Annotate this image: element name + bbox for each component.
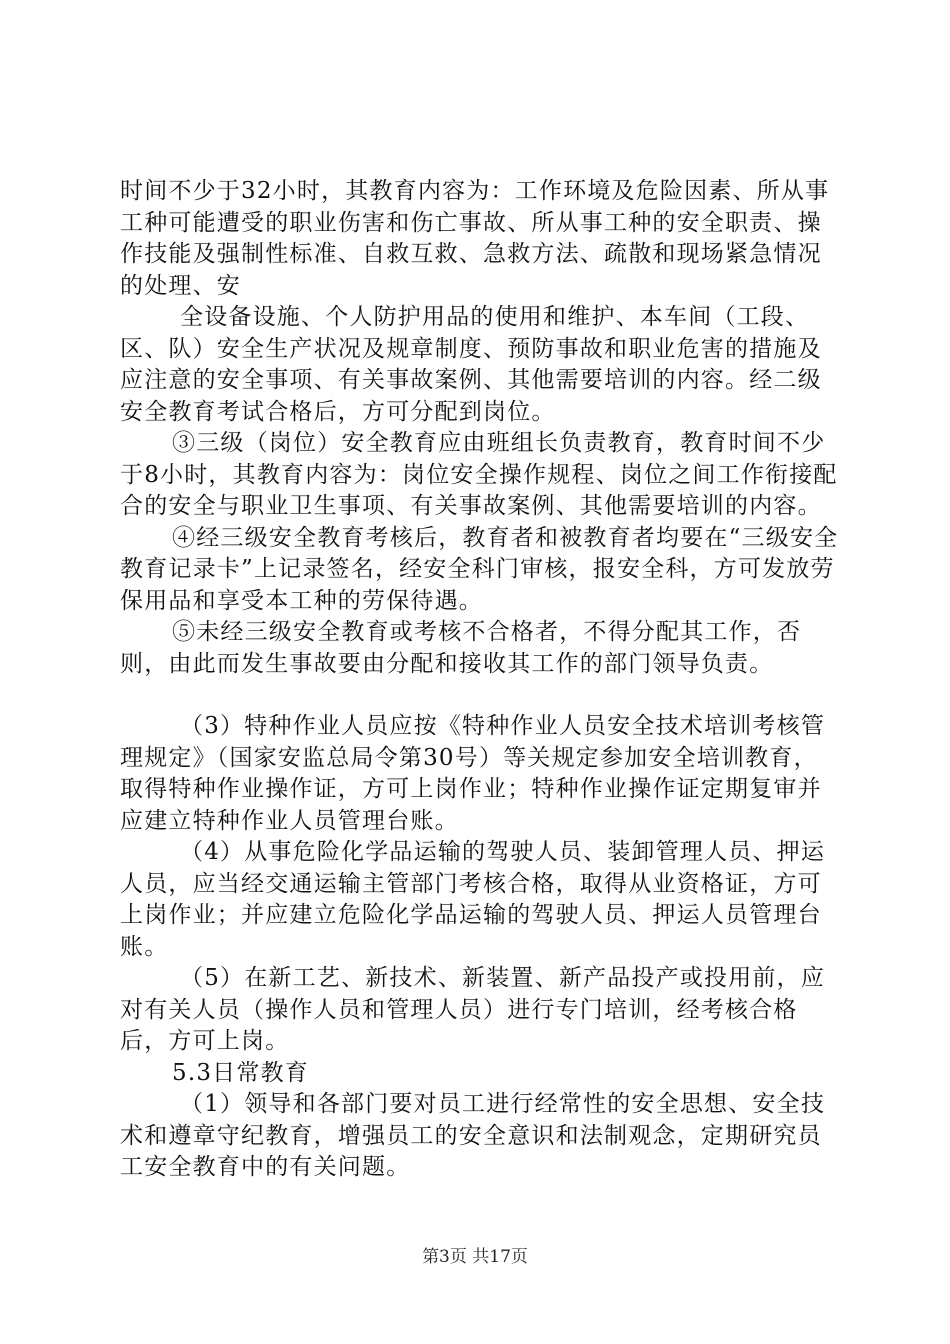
paragraph-1: 时间不少于32小时，其教育内容为：工作环境及危险因素、所从事工种可能遭受的职业伤害和伤亡事故、所从事工种的安全职责、操作技能及强制性标准、自救互救、急救方法、疏散和现场紧急情况的处理、安 bbox=[120, 178, 830, 299]
paragraph-9: （1）领导和各部门要对员工进行经常性的安全思想、安全技术和遵章守纪教育，增强员工的安全意识和法制观念，定期研究员工安全教育中的有关问题。 bbox=[120, 1091, 826, 1180]
paragraph-4: ④经三级安全教育考核后，教育者和被教育者均要在“三级安全教育记录卡”上记录签名，经安全科门审核，报安全科，方可发放劳保用品和享受本工种的劳保待遇。 bbox=[120, 524, 839, 614]
paragraph-7: （4）从事危险化学品运输的驾驶人员、装卸管理人员、押运人员，应当经交通运输主管部门考核合格，取得从业资格证，方可上岗作业；并应建立危险化学品运输的驾驶人员、押运人员管理台账。 bbox=[120, 839, 826, 960]
paragraph-6: （3）特种作业人员应按《特种作业人员安全技术培训考核管理规定》（国家安监总局令第30号）等关规定参加安全培训教育，取得特种作业操作证，方可上岗作业；特种作业操作证定期复审并应建立特种作业人员管理台账。 bbox=[120, 713, 826, 834]
paragraph-8: （5）在新工艺、新技术、新装置、新产品投产或投用前，应对有关人员（操作人员和管理人员）进行专门培训，经考核合格后，方可上岗。 bbox=[120, 965, 826, 1054]
paragraph-5: ⑤未经三级安全教育或考核不合格者，不得分配其工作，否则，由此而发生事故要由分配和接收其工作的部门领导负责。 bbox=[120, 619, 802, 677]
paragraph-2: 全设备设施、个人防护用品的使用和维护、本车间（工段、区、队）安全生产状况及规章制度、预防事故和职业危害的措施及应注意的安全事项、有关事故案例、其他需要培训的内容。经二级安全教育考试合格后，方可分配到岗位。 bbox=[120, 304, 822, 425]
paragraph-gap bbox=[120, 680, 840, 711]
section-heading: 5.3日常教育 bbox=[172, 1059, 309, 1086]
document-body bbox=[120, 176, 840, 1184]
page-footer: 第3页 共17页 bbox=[422, 1247, 528, 1267]
paragraph-3: ③三级（岗位）安全教育应由班组长负责教育，教育时间不少于8小时，其教育内容为：岗位安全操作规程、岗位之间工作衔接配合的安全与职业卫生事项、有关事故案例、其他需要培训的内容。 bbox=[120, 430, 838, 519]
